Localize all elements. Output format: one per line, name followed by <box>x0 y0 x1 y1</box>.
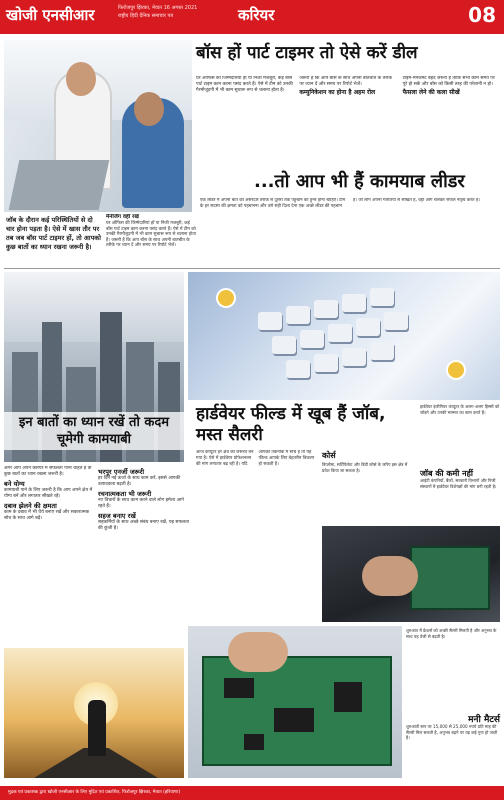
article2-column-1 <box>4 466 94 644</box>
course-heading: कोर्स <box>322 451 336 460</box>
article2-text3: हर दिन नई ऊर्जा के साथ काम करें, इससे आपकी उत्पादकता बढ़ती है। <box>98 476 181 487</box>
masthead-dateline: फिरोजपुर झिरका, मेवात 16 अगस्त 2021 <box>118 5 198 11</box>
article1-photo <box>4 40 192 212</box>
page-number: 08 <box>468 3 496 27</box>
article1-side-text: टाइम-मैनेजमेंट बेहद जरूरी है ताकि सभी काम समय पर पूरे हो सकें और बॉस को किसी तरह की परेशानी न हो। <box>402 76 495 87</box>
article1-subhead-a: कम्युनिकेशन का होना है अहम रोल <box>299 89 376 96</box>
article2-column-2 <box>98 466 190 644</box>
circuit-board-photo <box>188 626 402 778</box>
article2-text4: नए विचारों के साथ काम करने वाले लोग हमेशा आगे रहते हैं। <box>98 498 184 509</box>
article3-right-top: हार्डवेयर इंजीनियर कंप्यूटर के अलग-अलग हिस्सों को जोड़ने और उनकी मरम्मत का काम करते हैं। <box>420 404 500 415</box>
course-text: डिप्लोमा, सर्टिफिकेट और डिग्री कोर्स के जरिए इस क्षेत्र में प्रवेश किया जा सकता है। <box>322 462 408 473</box>
article1-side-column <box>106 214 196 262</box>
section-divider <box>4 268 500 269</box>
article2-intro: अगर आप अपने करियर में सफलता पाना चाहते हैं तो कुछ बातों का ध्यान रखना जरूरी है। <box>4 466 92 477</box>
jobs-text: आईटी कंपनियों, बैंकों, सरकारी विभागों और निजी संस्थानों में हार्डवेयर विशेषज्ञों की मांग बनी रहती है। <box>420 478 497 489</box>
success-photo <box>4 648 184 778</box>
article1-body-text: घर ऑफिस की जिम्मेदारियां हों या निजी मजबूरी, कई बॉस पार्ट टाइम काम करना पसंद करते हैं। ऐसे में टीम को उनकी गैरमौजूदगी में भी काम सुचारू रूप से चलाना होता है। जरूरी है कि आप बॉस के साथ अपनी बातचीत के तरीके पर ध्यान दें और समय पर रिपोर्ट भेजें। <box>196 76 392 93</box>
article2-text1: कामयाबी पाने के लिए जरूरी है कि आप अपने क्षेत्र में योग्य बनें और लगातार सीखते रहें। <box>4 488 93 499</box>
article2-text2: काम के दबाव में भी धैर्य बनाए रखें और सकारात्मक सोच के साथ आगे बढ़ें। <box>4 510 90 521</box>
article1-side-subhead: मैनेजिंग वही रखें <box>106 214 139 220</box>
jobs-heading: जॉब की कमी नहीं <box>420 469 473 478</box>
masthead-brand: खोजी एनसीआर <box>6 6 95 24</box>
money-matters-text: शुरुआती स्तर पर 15,000 से 25,000 रुपये प्रति माह की सैलरी मिल सकती है, अनुभव बढ़ने पर यह कई गुना हो जाती है। <box>406 724 498 740</box>
section-title: करियर <box>238 6 275 24</box>
article3-right-bottom: शुरुआत में फ्रेशर्स को अच्छी सैलरी मिलती है और अनुभव के साथ यह तेजी से बढ़ती है। <box>406 628 497 639</box>
money-matters-heading: मनी मैटर्स <box>468 715 500 725</box>
article2-sub1: बने योग्य <box>4 480 25 488</box>
article2-text5: सहकर्मियों के साथ अच्छे संबंध बनाए रखें, यह सफलता की कुंजी है। <box>98 520 189 531</box>
article2-sub5: सहज बनाए रखें <box>98 512 136 520</box>
page-header <box>0 0 504 34</box>
page-footer: मुद्रक एवं प्रकाशक द्वारा खोजी एनसीआर के लिए मुद्रित एवं प्रकाशित, फिरोजपुर झिरका, मेवात (हरियाणा) <box>0 786 504 800</box>
article2-sub4: रचनात्मकता भी जरूरी <box>98 490 152 498</box>
article2-sub2: दबाव झेलने की क्षमता <box>4 502 57 510</box>
article2-photo <box>4 272 184 462</box>
article2-headline: इन बातों का ध्यान रखें तो कदम चूमेगी कामयाबी <box>4 412 184 450</box>
article1-body <box>196 76 500 168</box>
keyboard-photo <box>188 272 500 400</box>
article2-sub3: भरपूर एनर्जी जरूरी <box>98 468 145 476</box>
article1-pull-quote: जॉब के दौरान कई परिस्थितियों से दो चार होना पड़ता है। ऐसे में खास तौर पर तब जब बॉस पार्ट टाइमर हों, तो आपको कुछ बातों का ध्यान रखना जरूरी है। <box>6 216 101 251</box>
article1-headline-2: ...तो आप भी हैं कामयाब लीडर <box>254 171 465 192</box>
article3-body: आज कंप्यूटर हर क्षेत्र की जरूरत बन गया है। ऐसे में हार्डवेयर प्रोफेशनल्स की मांग लगातार बढ़ रही है। यदि आपको तकनीक में रुचि है तो यह फील्ड आपके लिए बेहतरीन विकल्प हो सकती है। <box>196 450 315 467</box>
technician-photo <box>322 526 500 622</box>
article1-subhead-b: फैसला लेने की कला सीखें <box>402 89 460 96</box>
article1-body-2: एक लीडर में अपनी बात को असरदार तरीके से दूसरों तक पहुंचाने का हुनर होना चाहिए। टीम के हर सदस्य की क्षमता को पहचानना और उसे सही दिशा देना एक अच्छे लीडर की पहचान है। जो लोग अपनी गलतियों से सीखते हैं, वही आगे चलकर सफल नेतृत्व करते हैं। <box>200 198 480 209</box>
masthead-tagline: राष्ट्रीय हिंदी दैनिक समाचार पत्र <box>118 13 174 19</box>
article1-side-column-text: घर ऑफिस की जिम्मेदारियां हों या निजी मजबूरी, कई बॉस पार्ट टाइम काम करना पसंद करते हैं। ऐसे में टीम को उनकी गैरमौजूदगी में भी काम सुचारू रूप से चलाना होता है। जरूरी है कि आप बॉस के साथ अपनी बातचीत के तरीके पर ध्यान दें और समय पर रिपोर्ट भेजें। <box>106 221 196 249</box>
article1-headline: बॉस हों पार्ट टाइमर तो ऐसे करें डील <box>196 43 418 63</box>
article3-headline: हार्डवेयर फील्ड में खूब हैं जॉब, मस्त सैलरी <box>196 404 386 445</box>
